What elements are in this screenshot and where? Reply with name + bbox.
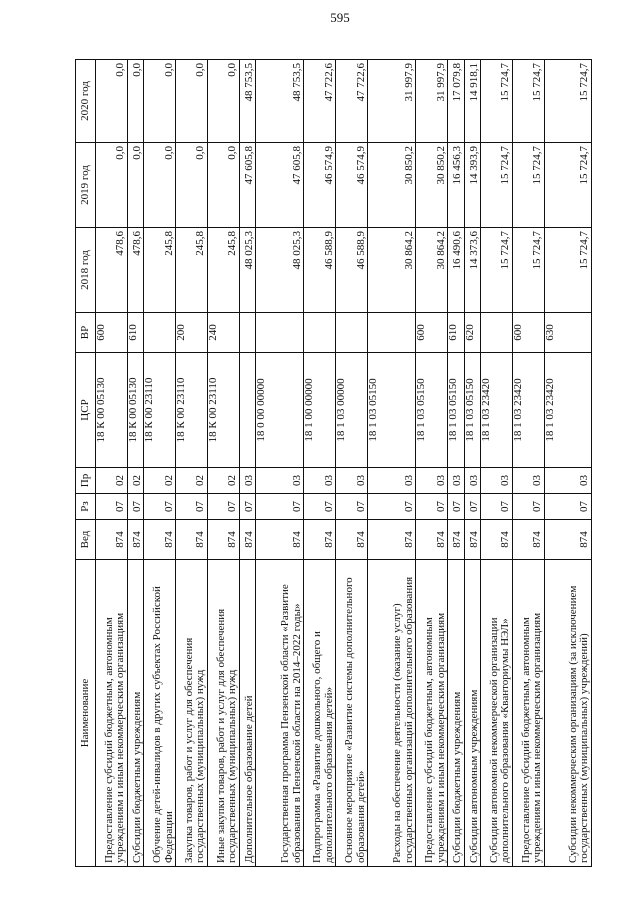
cell-vr (256, 313, 304, 353)
page-number: 595 (330, 10, 350, 25)
cell-ved: 874 (96, 520, 128, 560)
cell-2019: 16 456,3 (448, 143, 464, 228)
cell-ved: 874 (239, 520, 255, 560)
cell-csr: 18 К 00 23110 (144, 353, 176, 468)
cell-name: Обучение детей-инвалидов в других субъектах Российской Федерации (144, 560, 176, 867)
cell-rz: 07 (368, 494, 416, 520)
cell-pr: 03 (336, 468, 368, 494)
cell-2020: 0,0 (207, 60, 239, 143)
cell-pr: 03 (544, 468, 591, 494)
cell-rz: 07 (144, 494, 176, 520)
cell-name: Иные закупки товаров, работ и услуг для обеспечения государственных (муниципальных) нужд (207, 560, 239, 867)
rotated-table-frame (75, 60, 592, 867)
cell-name: Подпрограмма «Развитие дошкольного, общего и дополнительного образования детей» (304, 560, 336, 867)
cell-csr: 18 1 00 00000 (304, 353, 336, 468)
cell-rz: 07 (512, 494, 544, 520)
table-row (368, 60, 416, 867)
table-row (96, 60, 128, 867)
cell-rz: 07 (448, 494, 464, 520)
cell-rz: 07 (416, 494, 448, 520)
cell-csr: 18 1 03 05150 (368, 353, 416, 468)
cell-vr (336, 313, 368, 353)
cell-name: Закупка товаров, работ и услуг для обеспечения государственных (муниципальных) нужд (176, 560, 208, 867)
cell-2018: 30 864,2 (416, 228, 448, 313)
cell-2020: 48 753,5 (239, 60, 255, 143)
cell-2018: 15 724,7 (512, 228, 544, 313)
table-row (416, 60, 448, 867)
cell-vr: 610 (448, 313, 464, 353)
cell-2020: 47 722,6 (304, 60, 336, 143)
cell-vr (239, 313, 255, 353)
header-2018: 2018 год (76, 228, 96, 313)
cell-ved: 874 (512, 520, 544, 560)
cell-rz: 07 (304, 494, 336, 520)
cell-pr: 02 (207, 468, 239, 494)
cell-2019: 0,0 (176, 143, 208, 228)
cell-vr: 600 (512, 313, 544, 353)
table-row (176, 60, 208, 867)
table-header-row (76, 60, 96, 867)
cell-2020: 14 918,1 (464, 60, 480, 143)
cell-ved: 874 (368, 520, 416, 560)
cell-name: Субсидии автономной некоммерческой организации дополнительного образования «Кванториумы НЭЛ» (481, 560, 513, 867)
header-ved: Вед (76, 520, 96, 560)
cell-2019: 47 605,8 (256, 143, 304, 228)
cell-2019: 30 850,2 (368, 143, 416, 228)
cell-pr: 03 (368, 468, 416, 494)
header-vr: ВР (76, 313, 96, 353)
cell-rz: 07 (207, 494, 239, 520)
cell-name: Основное мероприятие «Развитие системы дополнительного образования детей» (336, 560, 368, 867)
cell-rz: 07 (464, 494, 480, 520)
header-csr: ЦСР (76, 353, 96, 468)
cell-csr: 18 1 03 05150 (464, 353, 480, 468)
cell-name: Предоставление субсидий бюджетным, автономным учреждениям и иным некоммерческим организациям (96, 560, 128, 867)
cell-2019: 14 393,9 (464, 143, 480, 228)
cell-2020: 31 997,9 (368, 60, 416, 143)
cell-rz: 07 (336, 494, 368, 520)
cell-2019: 0,0 (207, 143, 239, 228)
cell-2020: 15 724,7 (481, 60, 513, 143)
cell-2018: 46 588,9 (304, 228, 336, 313)
cell-pr: 03 (481, 468, 513, 494)
header-name: Наименование (76, 560, 96, 867)
header-2020: 2020 год (76, 60, 96, 143)
cell-2018: 46 588,9 (336, 228, 368, 313)
cell-pr: 02 (176, 468, 208, 494)
cell-pr: 02 (96, 468, 128, 494)
header-rz: Рз (76, 494, 96, 520)
cell-rz: 07 (239, 494, 255, 520)
cell-csr: 18 0 00 00000 (256, 353, 304, 468)
cell-name: Субсидии бюджетным учреждениям (448, 560, 464, 867)
cell-ved: 874 (127, 520, 143, 560)
cell-vr: 610 (127, 313, 143, 353)
cell-name: Предоставление субсидий бюджетным, автономным учреждениям и иным некоммерческим организациям (416, 560, 448, 867)
cell-name: Субсидии некоммерческим организациям (за исключением государственных (муниципальных) учреждений) (544, 560, 591, 867)
table-row (239, 60, 255, 867)
table-row (464, 60, 480, 867)
cell-ved: 874 (416, 520, 448, 560)
cell-rz: 07 (127, 494, 143, 520)
cell-2018: 245,8 (144, 228, 176, 313)
cell-2019: 46 574,9 (304, 143, 336, 228)
cell-pr: 03 (256, 468, 304, 494)
cell-name: Государственная программа Пензенской области «Развитие образования в Пензенской области на 2014–2022 годы» (256, 560, 304, 867)
table-row (481, 60, 513, 867)
cell-pr: 02 (144, 468, 176, 494)
cell-csr: 18 1 03 23420 (481, 353, 513, 468)
cell-2020: 17 079,8 (448, 60, 464, 143)
table-row (207, 60, 239, 867)
cell-2018: 245,8 (176, 228, 208, 313)
table-row (512, 60, 544, 867)
cell-ved: 874 (448, 520, 464, 560)
cell-ved: 874 (256, 520, 304, 560)
cell-2019: 15 724,7 (481, 143, 513, 228)
cell-2018: 16 490,6 (448, 228, 464, 313)
cell-vr (144, 313, 176, 353)
cell-name: Субсидии бюджетным учреждениям (127, 560, 143, 867)
cell-pr: 03 (239, 468, 255, 494)
cell-csr: 18 1 03 00000 (336, 353, 368, 468)
cell-2020: 0,0 (176, 60, 208, 143)
cell-2019: 47 605,8 (239, 143, 255, 228)
cell-ved: 874 (481, 520, 513, 560)
cell-vr: 600 (416, 313, 448, 353)
cell-rz: 07 (481, 494, 513, 520)
cell-2018: 15 724,7 (481, 228, 513, 313)
table-row (304, 60, 336, 867)
cell-ved: 874 (144, 520, 176, 560)
cell-2018: 15 724,7 (544, 228, 591, 313)
cell-vr (481, 313, 513, 353)
cell-2020: 0,0 (144, 60, 176, 143)
cell-vr: 630 (544, 313, 591, 353)
table-row (544, 60, 591, 867)
cell-2018: 48 025,3 (239, 228, 255, 313)
cell-ved: 874 (207, 520, 239, 560)
cell-2020: 47 722,6 (336, 60, 368, 143)
cell-2018: 48 025,3 (256, 228, 304, 313)
cell-pr: 03 (304, 468, 336, 494)
header-2019: 2019 год (76, 143, 96, 228)
cell-name: Субсидии автономным учреждениям (464, 560, 480, 867)
cell-vr: 240 (207, 313, 239, 353)
cell-2020: 15 724,7 (544, 60, 591, 143)
cell-csr: 18 К 00 23110 (176, 353, 208, 468)
cell-vr: 200 (176, 313, 208, 353)
cell-2020: 48 753,5 (256, 60, 304, 143)
cell-2020: 0,0 (127, 60, 143, 143)
cell-rz: 07 (176, 494, 208, 520)
cell-ved: 874 (544, 520, 591, 560)
cell-csr: 18 1 03 23420 (544, 353, 591, 468)
table-row (144, 60, 176, 867)
cell-vr: 620 (464, 313, 480, 353)
cell-csr: 18 К 00 05130 (96, 353, 128, 468)
cell-csr: 18 1 03 23420 (512, 353, 544, 468)
cell-2019: 15 724,7 (544, 143, 591, 228)
cell-rz: 07 (96, 494, 128, 520)
cell-2019: 15 724,7 (512, 143, 544, 228)
cell-name: Предоставление субсидий бюджетным, автономным учреждениям и иным некоммерческим организациям (512, 560, 544, 867)
cell-ved: 874 (176, 520, 208, 560)
cell-name: Дополнительное образование детей (239, 560, 255, 867)
budget-table (75, 59, 592, 867)
cell-2018: 30 864,2 (368, 228, 416, 313)
rotated-table-wrapper (75, 60, 592, 867)
cell-2018: 14 373,6 (464, 228, 480, 313)
cell-2019: 0,0 (144, 143, 176, 228)
cell-csr (239, 353, 255, 468)
cell-ved: 874 (304, 520, 336, 560)
cell-csr: 18 К 00 05130 (127, 353, 143, 468)
cell-pr: 03 (464, 468, 480, 494)
cell-pr: 02 (127, 468, 143, 494)
cell-pr: 03 (416, 468, 448, 494)
cell-vr (368, 313, 416, 353)
cell-vr: 600 (96, 313, 128, 353)
cell-csr: 18 1 03 05150 (448, 353, 464, 468)
cell-vr (304, 313, 336, 353)
cell-2018: 245,8 (207, 228, 239, 313)
cell-2020: 31 997,9 (416, 60, 448, 143)
cell-2020: 15 724,7 (512, 60, 544, 143)
cell-2019: 0,0 (96, 143, 128, 228)
cell-csr: 18 1 03 05150 (416, 353, 448, 468)
cell-csr: 18 К 00 23110 (207, 353, 239, 468)
table-body (96, 60, 592, 867)
table-row (448, 60, 464, 867)
cell-2018: 478,6 (127, 228, 143, 313)
cell-2018: 478,6 (96, 228, 128, 313)
header-pr: Пр (76, 468, 96, 494)
cell-2019: 30 850,2 (416, 143, 448, 228)
cell-pr: 03 (448, 468, 464, 494)
cell-name: Расходы на обеспечение деятельности (оказание услуг) государственных организаций дополнительного образования (368, 560, 416, 867)
table-row (256, 60, 304, 867)
cell-ved: 874 (464, 520, 480, 560)
cell-rz: 07 (544, 494, 591, 520)
table-row (336, 60, 368, 867)
cell-ved: 874 (336, 520, 368, 560)
cell-pr: 03 (512, 468, 544, 494)
cell-2019: 0,0 (127, 143, 143, 228)
cell-rz: 07 (256, 494, 304, 520)
cell-2019: 46 574,9 (336, 143, 368, 228)
cell-2020: 0,0 (96, 60, 128, 143)
table-row (127, 60, 143, 867)
